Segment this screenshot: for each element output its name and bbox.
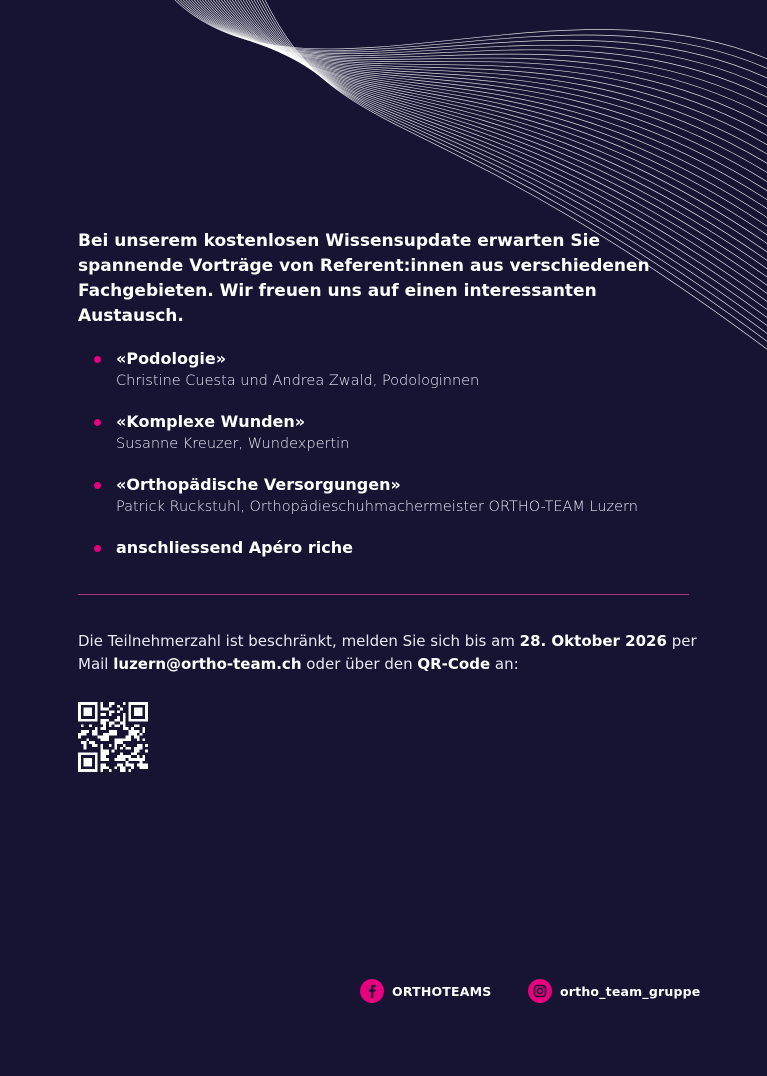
wave-line [178, 0, 767, 70]
bullet-icon [94, 356, 101, 363]
wave-line [232, 0, 767, 254]
facebook-link[interactable] [360, 979, 492, 1003]
talk-title: anschliessend Apéro riche [116, 538, 353, 557]
wave-line [208, 0, 767, 174]
facebook-label: ORTHOTEAMS [392, 983, 492, 999]
wave-line [200, 0, 767, 146]
wave-line [235, 0, 767, 262]
wave-line [180, 0, 767, 79]
wave-line [230, 0, 767, 245]
talk-title: «Orthopädische Versorgungen» [116, 475, 401, 494]
talk-title: «Komplexe Wunden» [116, 412, 306, 431]
bullet-icon [94, 419, 101, 426]
talk-speaker: Patrick Ruckstuhl, Orthopädieschuhmachermeister ORTHO-TEAM Luzern [116, 499, 638, 515]
registration-text [78, 630, 698, 676]
wave-line [175, 0, 767, 60]
wave-line [191, 0, 767, 118]
wave-line [186, 0, 767, 99]
instagram-label: ortho_team_gruppe [560, 983, 701, 999]
registration-text-part: per Mail [78, 632, 697, 673]
wave-line [224, 0, 767, 228]
talk-title: «Podologie» [116, 349, 227, 368]
wave-line [216, 0, 767, 202]
talk-item-apero [78, 537, 718, 600]
wave-line [197, 0, 767, 137]
instagram-link[interactable] [528, 979, 700, 1003]
registration-text-part: an: [490, 655, 519, 673]
talk-item-versorgungen [78, 474, 718, 537]
qr-code[interactable] [78, 702, 148, 772]
talk-speaker: Christine Cuesta und Andrea Zwald, Podologinnen [116, 373, 480, 389]
registration-text-part: Die Teilnehmerzahl ist beschränkt, melden Sie sich bis am [78, 632, 520, 650]
wave-line [221, 0, 767, 219]
talk-speaker: Susanne Kreuzer, Wundexpertin [116, 436, 350, 452]
wave-line [194, 0, 767, 127]
registration-deadline: 28. Oktober 2026 [519, 632, 667, 650]
wave-line [189, 0, 767, 108]
facebook-icon [360, 979, 384, 1003]
wave-line [210, 0, 767, 183]
wave-line [183, 0, 767, 89]
wave-line [213, 0, 767, 193]
intro-text: Bei unserem kostenlosen Wissensupdate erwarten Sie spannende Vorträge von Referent:innen aus verschiedenen Fachgebieten. Wir freuen uns auf einen interessanten Austausch. [78, 231, 650, 326]
registration-qr-label: QR-Code [417, 655, 491, 673]
wave-line [227, 0, 767, 237]
wave-line [219, 0, 767, 211]
talk-list [78, 348, 718, 600]
instagram-icon [528, 979, 552, 1003]
divider [78, 594, 689, 595]
bullet-icon [94, 482, 101, 489]
registration-text-part: oder über den [301, 655, 418, 673]
talk-item-podologie [78, 348, 718, 411]
talk-item-wunden [78, 411, 718, 474]
wave-line [202, 0, 767, 156]
registration-email-link[interactable]: luzern@ortho-team.ch [113, 655, 302, 673]
bullet-icon [94, 545, 101, 552]
wave-line [205, 0, 767, 165]
